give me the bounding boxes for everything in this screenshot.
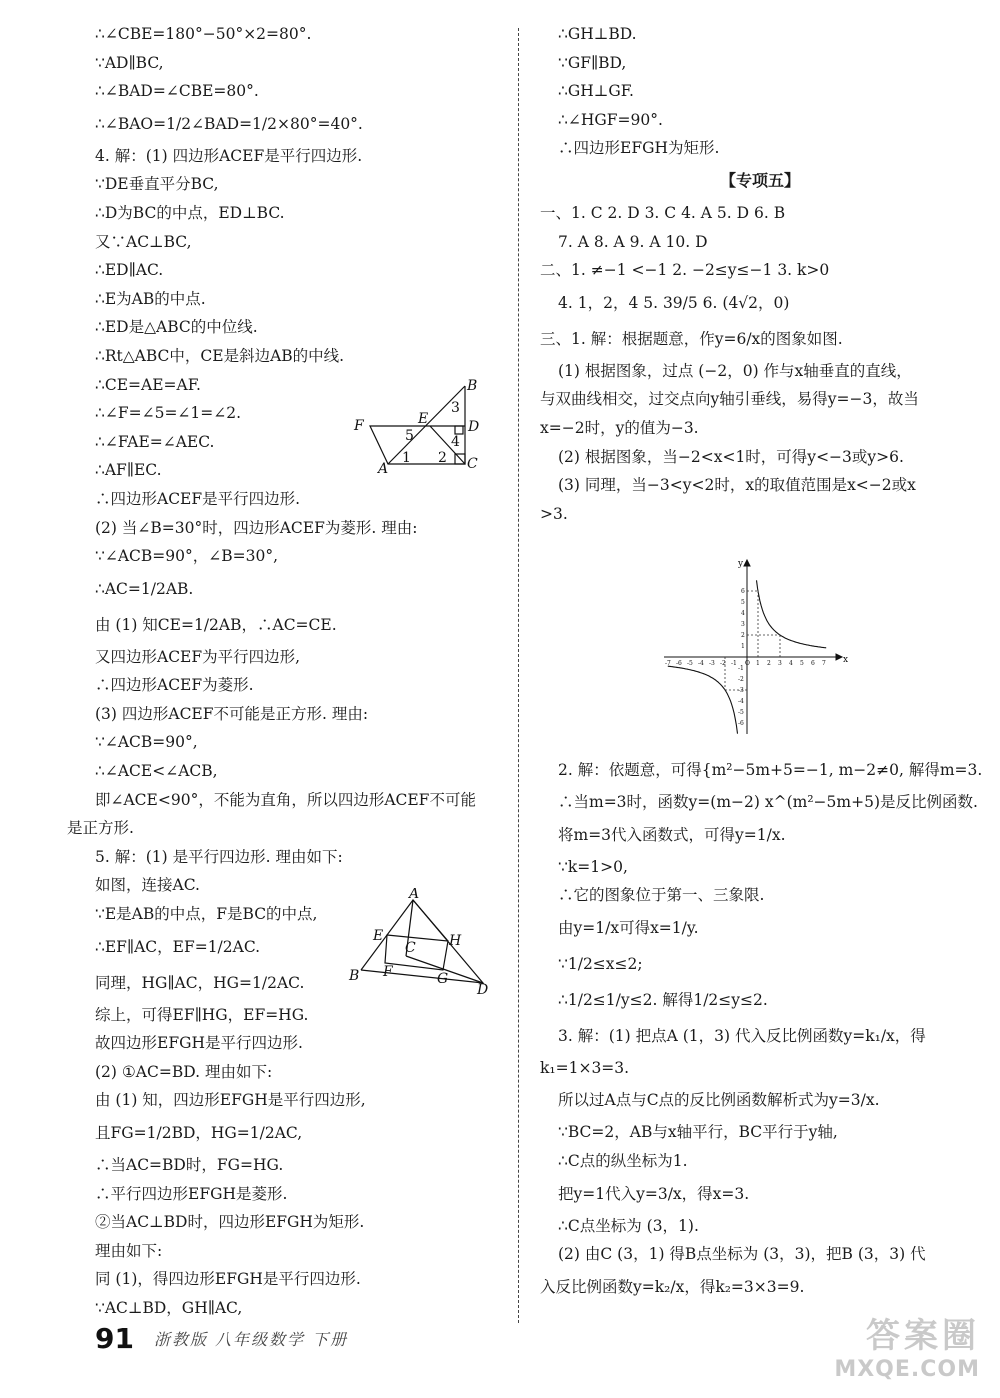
x-tick-label: 2 [767, 660, 771, 667]
text-line: ∴∠FAE=∠AEC. [95, 432, 215, 451]
text-line: ∴当AC=BD时，FG=HG. [95, 1156, 284, 1174]
text-line: 且FG=1/2BD，HG=1/2AC, [95, 1124, 303, 1142]
x-tick-label: 4 [789, 660, 793, 667]
y-tick-label: -1 [738, 665, 744, 672]
y-tick-label: -3 [738, 687, 744, 694]
text-line: 4. 解：(1) 四边形ACEF是平行四边形. [95, 146, 363, 165]
text-line: 故四边形EFGH是平行四边形. [95, 1034, 303, 1053]
point-label: E [373, 928, 384, 944]
point-label: F [383, 964, 393, 980]
answer-line: ∴C点坐标为 (3，1). [558, 1216, 699, 1235]
text-line: ∴ED是△ABC的中位线. [95, 318, 258, 337]
answer-line: 将m=3代入函数式，可得y=1/x. [558, 825, 786, 844]
answer-line: (2) 根据图象，当−2<x<1时，可得y<−3或y>6. [558, 447, 904, 466]
point-label: G [437, 971, 449, 987]
point-label: A [378, 461, 389, 476]
answer-line: 由y=1/x可得x=1/y. [558, 918, 699, 937]
text-line: ∵E是AB的中点，F是BC的中点, [95, 905, 318, 924]
x-tick-label: O [745, 660, 750, 667]
x-tick-label: -6 [676, 660, 682, 667]
text-line: ②当AC⊥BD时，四边形EFGH为矩形. [95, 1213, 365, 1232]
text-line: ∴E为AB的中点. [95, 289, 206, 308]
answer-line: 3. 解：(1) 把点A (1，3) 代入反比例函数y=k₁/x，得 [558, 1026, 926, 1045]
triangle-figure-1 [350, 376, 485, 476]
answer-line: x=−2时，y的值为−3. [540, 418, 699, 437]
y-tick-label: 6 [741, 588, 745, 595]
text-line: 又四边形ACEF为平行四边形, [95, 647, 301, 666]
section-title: 【专项五】 [719, 170, 800, 190]
point-label: C [405, 940, 416, 956]
text-line: 同 (1)，得四边形EFGH是平行四边形. [95, 1270, 361, 1289]
y-axis-label: y [738, 559, 744, 569]
y-axis-arrow [744, 560, 750, 566]
text-line: ∵DE垂直平分BC, [95, 175, 219, 194]
y-tick-label: 3 [741, 621, 745, 628]
text-line: 如图，连接AC. [95, 876, 200, 895]
point-label: D [468, 419, 480, 435]
answer-line: 与双曲线相交，过交点向y轴引垂线，易得y=−3，故当 [540, 390, 919, 409]
right-column [540, 20, 980, 528]
text-line: 同理，HG∥AC，HG=1/2AC. [95, 973, 305, 992]
text-line: ∴四边形EFGH为矩形. [558, 139, 720, 158]
y-tick-label: -4 [738, 698, 744, 705]
watermark-text: 答案圈 [866, 1316, 980, 1356]
y-tick-label: -6 [738, 720, 744, 727]
book-info: 浙教版 八年级数学 下册 [153, 1329, 349, 1349]
y-tick-label: 1 [741, 643, 745, 650]
text-line: ∴D为BC的中点，ED⊥BC. [95, 203, 285, 222]
text-line: 是正方形. [67, 819, 134, 838]
text-line: ∴ED∥AC. [95, 261, 164, 280]
text-line: ∴GH⊥GF. [558, 82, 634, 101]
answer-line: ∴当m=3时，函数y=(m−2) x^(m²−5m+5)是反比例函数. [558, 793, 978, 811]
answer-line: ∴1/2≤1/y≤2. 解得1/2≤y≤2. [558, 990, 768, 1009]
answer-line: (2) 由C (3，1) 得B点坐标为 (3，3)，把B (3，3) 代 [558, 1245, 926, 1264]
answer-line: ∵1/2≤x≤2; [558, 954, 643, 973]
x-tick-label: -5 [687, 660, 693, 667]
x-tick-label: -2 [720, 660, 726, 667]
answer-line: 2. 解：依题意，可得{m²−5m+5=−1, m−2≠0, 解得m=3. [558, 761, 983, 779]
hyperbola-graph [660, 556, 850, 738]
answer-line: ∵k=1>0, [558, 857, 628, 876]
text-line: 即∠ACE<90°，不能为直角，所以四边形ACEF不可能 [95, 790, 476, 809]
text-line: ∵AC⊥BD，GH∥AC, [95, 1298, 243, 1317]
point-label: A [409, 888, 420, 902]
answer-line: 4. 1，2，4 5. 39/5 6. (4√2，0) [558, 293, 790, 312]
x-tick-label: 6 [811, 660, 815, 667]
answer-line: 一、1. C 2. D 3. C 4. A 5. D 6. B [540, 203, 786, 222]
text-line: ∵∠ACB=90°, [95, 733, 198, 752]
point-label: F [354, 418, 364, 434]
point-label: B [349, 968, 360, 984]
point-label: E [418, 411, 429, 427]
text-line: 理由如下: [95, 1241, 163, 1260]
text-line: 5. 解：(1) 是平行四边形. 理由如下: [95, 847, 343, 866]
watermark-logo [834, 1308, 980, 1382]
column-divider [518, 28, 519, 1323]
x-tick-label: -1 [731, 660, 737, 667]
answer-line: 三、1. 解：根据题意，作y=6/x的图象如图. [540, 329, 843, 348]
text-line: ∴AC=1/2AB. [95, 579, 194, 598]
right-column-lower [540, 752, 983, 1305]
point-label: B [467, 378, 478, 394]
answer-line: ∴它的图象位于第一、三象限. [558, 886, 765, 905]
point-label: D [477, 982, 489, 998]
y-tick-label: 4 [741, 610, 745, 617]
text-line: ∴四边形ACEF为菱形. [95, 676, 254, 695]
angle-label: 4 [451, 434, 460, 450]
angle-label: 1 [402, 450, 411, 466]
x-tick-label: 7 [822, 660, 826, 667]
text-line: ∴∠HGF=90°. [558, 110, 663, 129]
hyperbola-branch-q3 [668, 666, 738, 734]
answer-line: 入反比例函数y=k₂/x，得k₂=3×3=9. [540, 1277, 805, 1296]
x-tick-label: -7 [665, 660, 671, 667]
text-line: 综上，可得EF∥HG，EF=HG. [95, 1005, 309, 1024]
point-label: C [467, 456, 478, 472]
x-tick-label: 3 [778, 660, 782, 667]
text-line: 由 (1) 知CE=1/2AB，∴AC=CE. [95, 615, 337, 634]
text-line: ∴∠F=∠5=∠1=∠2. [95, 404, 242, 423]
point-label: H [449, 933, 462, 949]
y-tick-label: -2 [738, 676, 744, 683]
text-line: ∴∠ACE<∠ACB, [95, 762, 218, 781]
x-tick-label: 5 [800, 660, 804, 667]
answer-line: 把y=1代入y=3/x，得x=3. [558, 1184, 750, 1203]
text-line: ∴CE=AE=AF. [95, 375, 201, 394]
answer-line: ∵BC=2，AB与x轴平行，BC平行于y轴, [558, 1123, 838, 1142]
x-tick-label: -4 [698, 660, 704, 667]
y-tick-label: -5 [738, 709, 744, 716]
y-tick-label: 5 [741, 599, 745, 606]
answer-line: >3. [540, 504, 568, 523]
text-line: (2) 当∠B=30°时，四边形ACEF为菱形. 理由: [95, 518, 418, 537]
y-tick-label: 2 [741, 632, 745, 639]
watermark-url: MXQE.COM [834, 1357, 980, 1382]
text-line: 由 (1) 知，四边形EFGH是平行四边形, [95, 1091, 366, 1110]
page-number: 91 [95, 1321, 134, 1355]
angle-label: 2 [438, 450, 447, 466]
answer-line: (1) 根据图象，过点 (−2，0) 作与x轴垂直的直线， [558, 361, 912, 380]
answer-line: k₁=1×3=3. [540, 1058, 630, 1077]
answer-line: 7. A 8. A 9. A 10. D [558, 232, 708, 251]
text-line: (2) ①AC=BD. 理由如下: [95, 1062, 273, 1081]
text-line: ∴平行四边形EFGH是菱形. [95, 1184, 288, 1203]
x-tick-label: -3 [709, 660, 715, 667]
answer-line: (3) 同理，当−3<y<2时，x的取值范围是x<−2或x [558, 476, 916, 495]
angle-label: 5 [405, 428, 414, 444]
quadrilateral-figure-2 [343, 888, 493, 998]
text-line: ∴四边形ACEF是平行四边形. [95, 489, 301, 508]
text-line: ∴GH⊥BD. [558, 25, 637, 43]
answer-line: 所以过A点与C点的反比例函数解析式为y=3/x. [558, 1091, 880, 1110]
x-axis-label: x [843, 655, 849, 665]
text-line: ∵AD∥BC, [95, 53, 164, 72]
page-footer [95, 1318, 348, 1358]
angle-label: 3 [451, 400, 460, 416]
text-line: ∵GF∥BD, [558, 53, 627, 72]
left-column [67, 20, 510, 1323]
text-line: ∴∠BAO=1/2∠BAD=1/2×80°=40°. [95, 114, 363, 133]
text-line: ∴Rt△ABC中，CE是斜边AB的中线. [95, 346, 345, 365]
x-axis-arrow [836, 654, 842, 660]
answer-line: ∴C点的纵坐标为1. [558, 1151, 688, 1170]
text-line: 又∵AC⊥BC, [95, 232, 192, 251]
x-tick-label: 1 [756, 660, 760, 667]
answer-line: 二、1. ≠−1 <−1 2. −2≤y≤−1 3. k>0 [540, 261, 830, 280]
text-line: ∵∠ACB=90°，∠B=30°, [95, 547, 279, 566]
text-line: (3) 四边形ACEF不可能是正方形. 理由: [95, 704, 369, 723]
text-line: ∴∠CBE=180°−50°×2=80°. [95, 25, 312, 43]
hyperbola-branch-q1 [757, 580, 827, 648]
text-line: ∴AF∥EC. [95, 461, 162, 480]
text-line: ∴∠BAD=∠CBE=80°. [95, 82, 259, 101]
text-line: ∴EF∥AC，EF=1/2AC. [95, 937, 261, 956]
